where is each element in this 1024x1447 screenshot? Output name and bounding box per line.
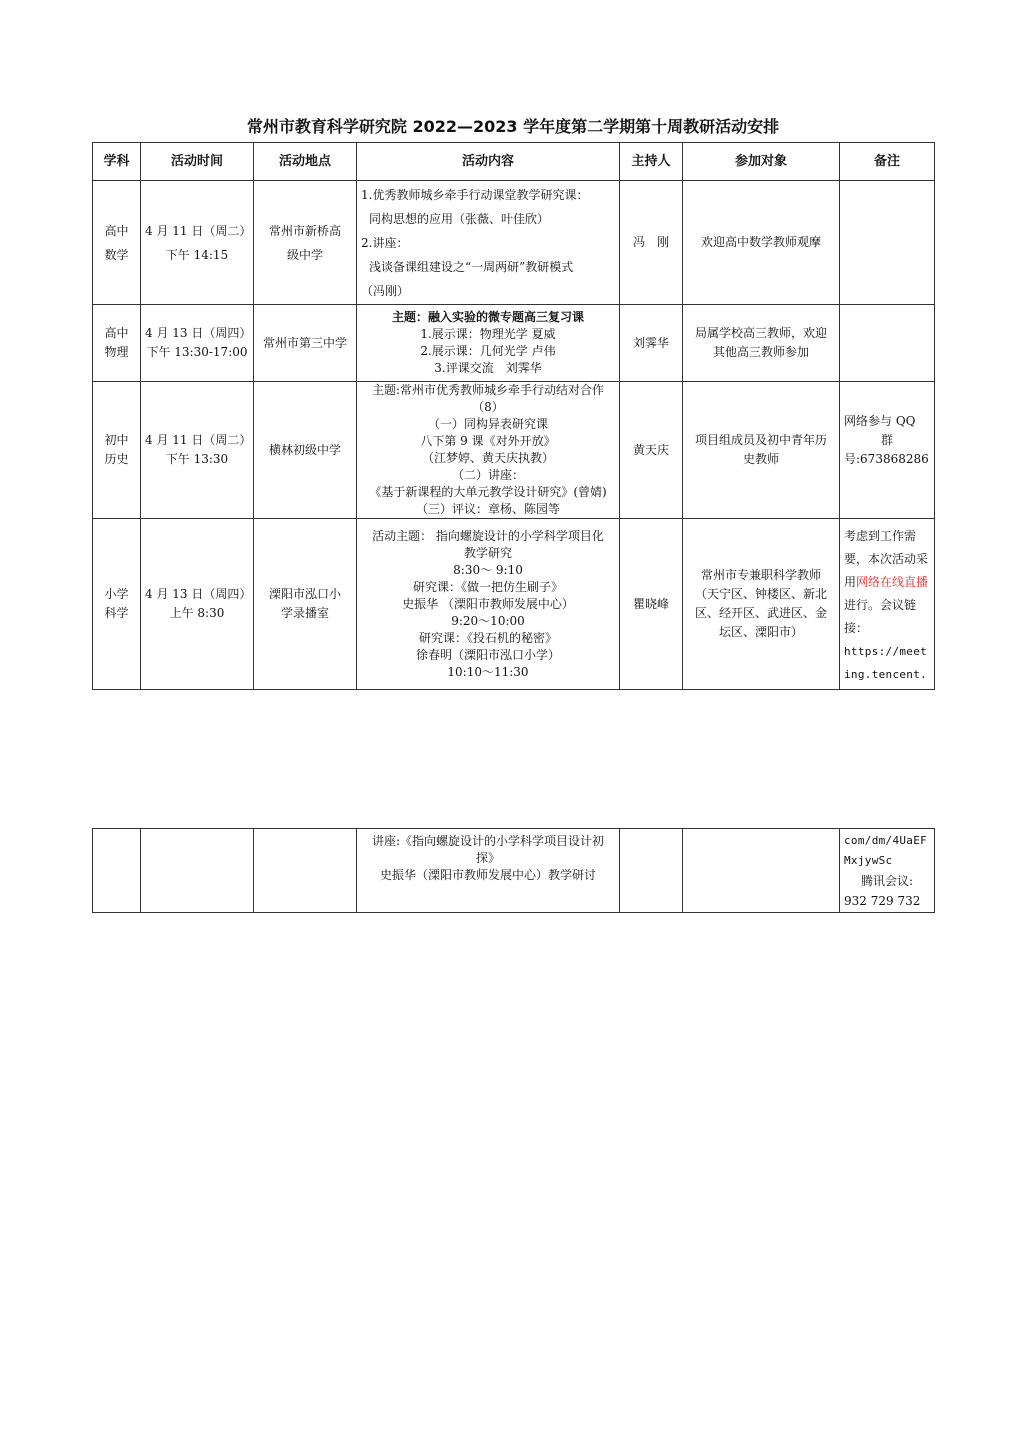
time-cell: 4 月 13 日（周四） 上午 8:30 [141, 519, 254, 690]
note-cell: 考虑到工作需要，本次活动采用网络在线直播进行。会议链接： https://meeting.tencent. [840, 519, 935, 690]
note-cell [840, 181, 935, 305]
header-place: 活动地点 [254, 143, 357, 181]
content-cell: 主题:常州市优秀教师城乡牵手行动结对合作 （8） （一）同构异表研究课 八下第 9 课《对外开放》 （江梦婷、黄天庆执教） （二）讲座： 《基于新课程的大单元教学设计研究》(曾婧) （三）评议：章杨、陈园等 [357, 382, 620, 519]
audience-cell [683, 829, 840, 913]
header-time: 活动时间 [141, 143, 254, 181]
host-cell: 黄天庆 [620, 382, 683, 519]
subject-cell: 初中 历史 [93, 382, 141, 519]
header-host: 主持人 [620, 143, 683, 181]
header-content: 活动内容 [357, 143, 620, 181]
place-cell: 横林初级中学 [254, 382, 357, 519]
content-cell: 1.优秀教师城乡牵手行动课堂教学研究课： 同构思想的应用（张薇、叶佳欣） 2.讲座： 浅谈备课组建设之“一周两研”教研模式 （冯刚） [357, 181, 620, 305]
time-cell: 4 月 13 日（周四） 下午 13:30-17:00 [141, 305, 254, 382]
time-cell: 4 月 11 日（周二） 下午 13:30 [141, 382, 254, 519]
header-audience: 参加对象 [683, 143, 840, 181]
content-cell: 主题：融入实验的微专题高三复习课 1.展示课：物理光学 夏威 2.展示课：几何光学 卢伟 3.评课交流 刘霁华 [357, 305, 620, 382]
subject-cell [93, 829, 141, 913]
note-cell [840, 305, 935, 382]
meeting-id: 932 729 732 [844, 894, 921, 908]
time-cell: 4 月 11 日（周二） 下午 14:15 [141, 181, 254, 305]
audience-cell: 项目组成员及初中青年历 史教师 [683, 382, 840, 519]
schedule-table [92, 142, 935, 690]
host-cell: 瞿晓峰 [620, 519, 683, 690]
note-cell: com/dm/4UaEF MxjywSc 腾讯会议: 932 729 732 [840, 829, 935, 913]
place-cell: 常州市新桥高 级中学 [254, 181, 357, 305]
meeting-link-continued[interactable]: com/dm/4UaEF [844, 834, 928, 847]
place-cell [254, 829, 357, 913]
table-row [93, 181, 935, 305]
note-cell: 网络参与 QQ 群 号:673868286 [840, 382, 935, 519]
header-note: 备注 [840, 143, 935, 181]
table-row [93, 829, 935, 913]
audience-cell: 欢迎高中数学教师观摩 [683, 181, 840, 305]
live-stream-highlight: 网络在线直播 [856, 575, 929, 589]
table-row [93, 519, 935, 690]
table-row [93, 382, 935, 519]
schedule-table-continued [92, 828, 935, 913]
table-header-row [93, 143, 935, 181]
subject-cell: 高中 数学 [93, 181, 141, 305]
audience-cell: 常州市专兼职科学教师 （天宁区、钟楼区、新北 区、经开区、武进区、金 坛区、溧阳市） [683, 519, 840, 690]
audience-cell: 局属学校高三教师，欢迎 其他高三教师参加 [683, 305, 840, 382]
meeting-link[interactable]: https://meeting.tencent. [844, 645, 928, 681]
header-subject: 学科 [93, 143, 141, 181]
place-cell: 常州市第三中学 [254, 305, 357, 382]
subject-cell: 小学 科学 [93, 519, 141, 690]
host-cell: 冯 刚 [620, 181, 683, 305]
subject-cell: 高中 物理 [93, 305, 141, 382]
host-cell [620, 829, 683, 913]
place-cell: 溧阳市泓口小 学录播室 [254, 519, 357, 690]
page-title: 常州市教育科学研究院 2022—2023 学年度第二学期第十周教研活动安排 [246, 117, 780, 136]
table-row [93, 305, 935, 382]
time-cell [141, 829, 254, 913]
content-cell: 活动主题： 指向螺旋设计的小学科学项目化 教学研究 8:30～ 9:10 研究课：《做一把仿生刷子》 史振华 （溧阳市教师发展中心） 9:20～10:00 研究课：《投石机的秘密》 徐春明（溧阳市泓口小学） 10:10～11:30 [357, 519, 620, 690]
host-cell: 刘霁华 [620, 305, 683, 382]
content-cell: 讲座:《指向螺旋设计的小学科学项目设计初 探》 史振华（溧阳市教师发展中心）教学研讨 [357, 829, 620, 913]
